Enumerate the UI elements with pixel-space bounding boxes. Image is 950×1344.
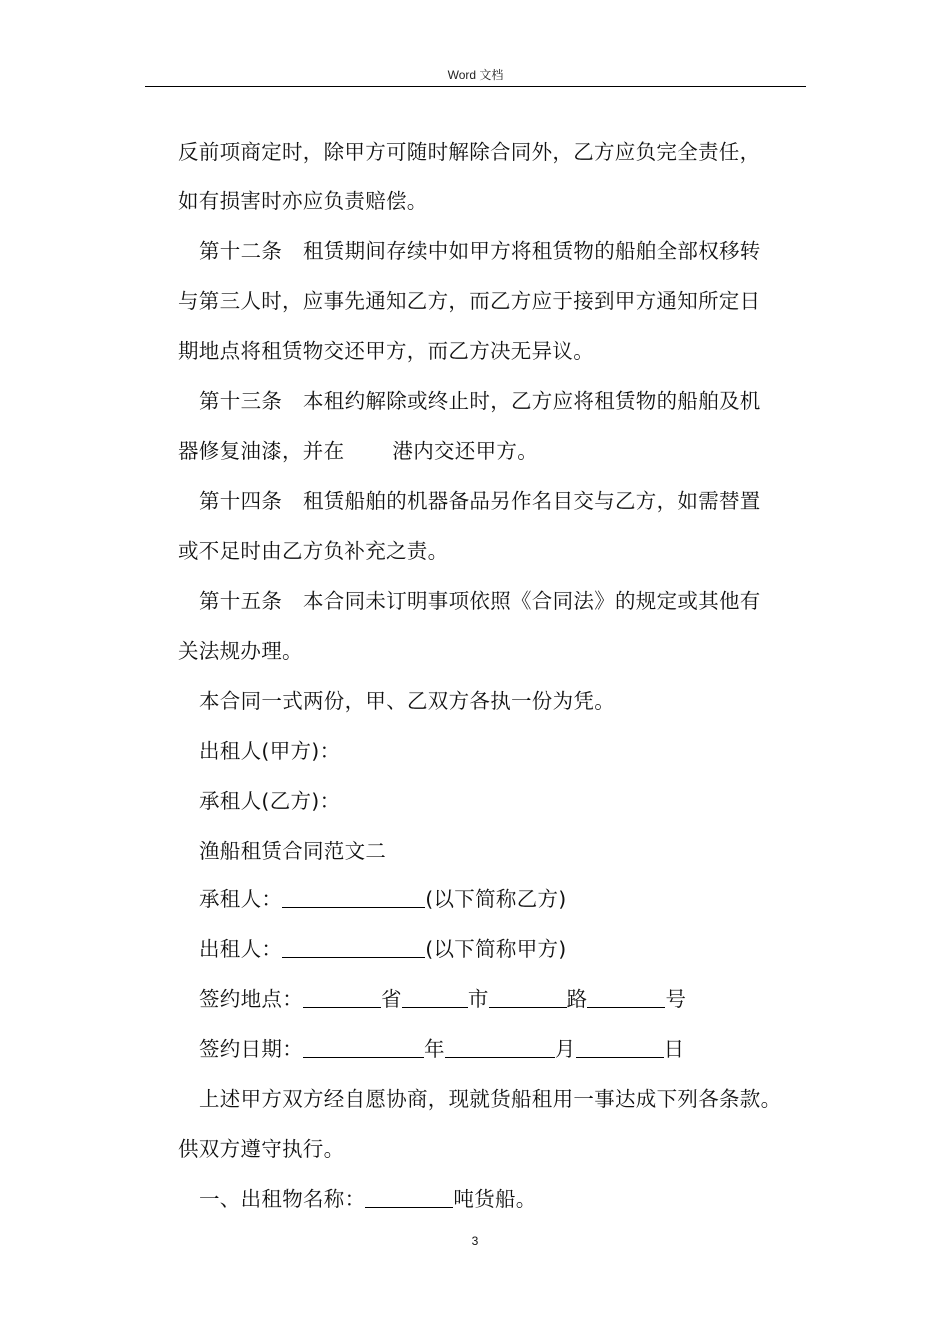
lessor-field xyxy=(199,934,839,964)
paragraph-line xyxy=(178,436,818,466)
paragraph-line: 期地点将租赁物交还甲方，而乙方决无异议。 xyxy=(178,339,594,363)
fill-blank xyxy=(303,1035,424,1058)
field-unit: 月 xyxy=(554,1037,576,1061)
paragraph-line: 本合同一式两份，甲、乙双方各执一份为凭。 xyxy=(199,689,615,713)
lessee-field xyxy=(199,884,839,914)
fill-blank xyxy=(303,985,381,1008)
lessee-signature-line: 承租人(乙方)： xyxy=(199,789,341,813)
paragraph-line: 关法规办理。 xyxy=(178,639,303,663)
fill-blank xyxy=(489,985,567,1008)
lessor-signature-line: 出租人(甲方)： xyxy=(199,739,341,763)
field-unit: 省 xyxy=(381,987,402,1011)
fill-blank xyxy=(576,1035,664,1058)
fill-blank xyxy=(282,885,425,908)
document-header: Word 文档 xyxy=(447,68,504,82)
fill-blank xyxy=(402,985,468,1008)
page-number: 3 xyxy=(471,1234,479,1248)
fill-blank xyxy=(587,985,665,1008)
field-unit: 年 xyxy=(424,1037,445,1061)
field-label: 出租人： xyxy=(199,937,283,961)
fill-blank xyxy=(365,1185,453,1208)
field-label: 一、出租物名称： xyxy=(199,1187,366,1211)
field-unit: 吨货船。 xyxy=(453,1187,537,1211)
header-divider xyxy=(145,86,806,87)
section-title: 渔船租赁合同范文二 xyxy=(199,839,387,863)
field-label: 签约地点： xyxy=(199,987,303,1011)
fill-blank xyxy=(282,935,425,958)
field-label: 签约日期： xyxy=(199,1037,303,1061)
paragraph-line: 或不足时由乙方负补充之责。 xyxy=(178,539,449,563)
field-unit: 市 xyxy=(467,987,489,1011)
field-unit: 号 xyxy=(665,987,687,1011)
paragraph-line: 如有损害时亦应负责赔偿。 xyxy=(178,189,428,213)
signing-place-field xyxy=(199,984,839,1014)
paragraph-line: 与第三人时，应事先通知乙方，而乙方应于接到甲方通知所定日 xyxy=(178,289,761,313)
field-unit: 日 xyxy=(663,1037,685,1061)
clause-15-line: 第十五条 本合同未订明事项依照《合同法》的规定或其他有 xyxy=(199,589,761,613)
paragraph-line: 上述甲方双方经自愿协商，现就货船租用一事达成下列各条款。 xyxy=(199,1087,782,1111)
text-segment: 器修复油漆，并在 xyxy=(178,439,345,463)
text-segment: 港内交还甲方。 xyxy=(392,439,539,463)
field-label: 承租人： xyxy=(199,887,283,911)
field-note: (以下简称乙方) xyxy=(425,887,567,911)
paragraph-line: 供双方遵守执行。 xyxy=(178,1137,345,1161)
clause-13-line: 第十三条 本租约解除或终止时，乙方应将租赁物的船舶及机 xyxy=(199,389,761,413)
item-1-line xyxy=(199,1184,839,1214)
signing-date-field xyxy=(199,1034,839,1064)
field-note: (以下简称甲方) xyxy=(425,937,567,961)
fill-blank xyxy=(445,1035,555,1058)
clause-14-line: 第十四条 租赁船舶的机器备品另作名目交与乙方，如需替置 xyxy=(199,489,761,513)
paragraph-line: 反前项商定时，除甲方可随时解除合同外，乙方应负完全责任， xyxy=(178,140,761,164)
field-unit: 路 xyxy=(566,987,588,1011)
clause-12-line: 第十二条 租赁期间存续中如甲方将租赁物的船舶全部权移转 xyxy=(199,239,761,263)
